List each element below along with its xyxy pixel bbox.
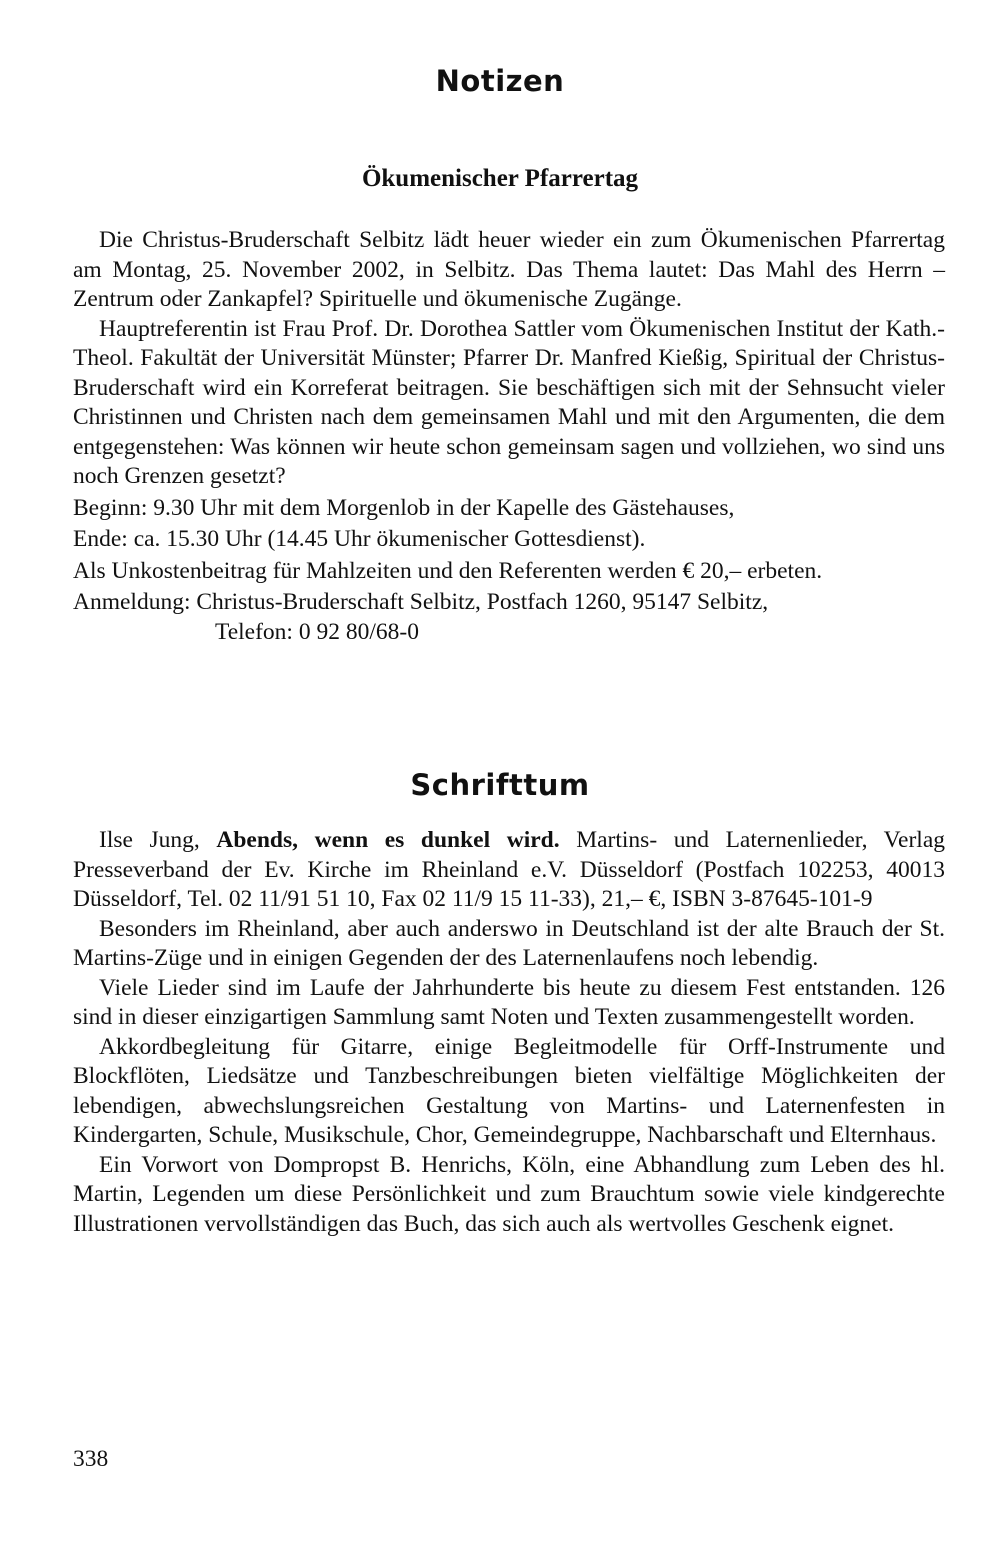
section-heading-notizen: Notizen — [435, 64, 565, 98]
review-paragraph: Akkordbegleitung für Gitarre, einige Begleitmodelle für Orff-Instrumente und Blockflöten, Liedsätze und Tanzbeschreibungen bieten vielfältige Möglichkeiten der lebendigen, abwechslungsreichen Gestaltung von Martins- und Laternenfesten in Kindergarten, Schule, Musikschule, Chor, Gemeindegruppe, Nachbarschaft und Elternhaus. — [73, 1033, 945, 1148]
book-author: Ilse Jung, — [99, 827, 217, 853]
event-end: Ende: ca. 15.30 Uhr (14.45 Uhr ökumenischer Gottesdienst). — [73, 526, 646, 552]
book-details: Martins- und Laternenlieder, Verlag Presseverband der Ev. Kirche im Rheinland e.V. Düsseldorf (Postfach 102253, 40013 Düsseldorf, Tel. 02 11/91 51 10, Fax 02 11/9 15 11-33), 21,– €, ISBN 3-87645-101-9 — [73, 827, 946, 912]
body-paragraph: Hauptreferentin ist Frau Prof. Dr. Dorothea Sattler vom Ökumenischen Institut der Kath.-Theol. Fakultät der Universität Münster; Pfarrer Dr. Manfred Kießig, Spiritual der Christus-Bruderschaft wird ein Korreferat beitragen. Sie beschäftigen sich mit der Sehnsucht vieler Christinnen und Christen nach dem gemeinsamen Mahl und mit den Argumenten, die dem entgegenstehen: Was können wir heute schon gemeinsam sagen und vollziehen, wo sind uns noch Grenzen gesetzt? — [73, 315, 945, 489]
schrifttum-body — [73, 826, 945, 1239]
page-number: 338 — [73, 1446, 109, 1472]
review-paragraph: Ein Vorwort von Dompropst B. Henrichs, Köln, eine Abhandlung zum Leben des hl. Martin, Legenden um diese Persönlichkeit und zum Brauchtum sowie viele kindgerechte Illustrationen vervollständigen das Buch, das sich auch als wertvolles Geschenk eignet. — [73, 1151, 945, 1237]
registration-phone: Telefon: 0 92 80/68-0 — [215, 618, 419, 645]
registration-address: Anmeldung: Christus-Bruderschaft Selbitz, Postfach 1260, 95147 Selbitz, — [73, 589, 769, 615]
article-title: Ökumenischer Pfarrertag — [361, 165, 639, 192]
notizen-body — [73, 226, 945, 647]
body-paragraph: Die Christus-Bruderschaft Selbitz lädt heuer wieder ein zum Ökumenischen Pfarrertag am Montag, 25. November 2002, in Selbitz. Das Thema lautet: Das Mahl des Herrn – Zentrum oder Zankapfel? Spirituelle und ökumenische Zugänge. — [73, 227, 945, 312]
event-start: Beginn: 9.30 Uhr mit dem Morgenlob in der Kapelle des Gästehauses, — [73, 494, 735, 521]
review-paragraph: Viele Lieder sind im Laufe der Jahrhunderte bis heute zu diesem Fest entstanden. 126 sind in dieser einzigartigen Sammlung samt Noten und Texten zusammengestellt worden. — [73, 974, 945, 1030]
section-heading-schrifttum: Schrifttum — [410, 768, 590, 802]
book-title: Abends, wenn es dunkel wird. — [216, 827, 560, 853]
review-paragraph: Besonders im Rheinland, aber auch anderswo in Deutschland ist der alte Brauch der St. Martins-Züge und in einigen Gegenden der des Laternenlaufens noch lebendig. — [73, 915, 945, 971]
fee-note: Als Unkostenbeitrag für Mahlzeiten und den Referenten werden € 20,– erbeten. — [73, 557, 823, 584]
book-citation — [73, 826, 945, 915]
